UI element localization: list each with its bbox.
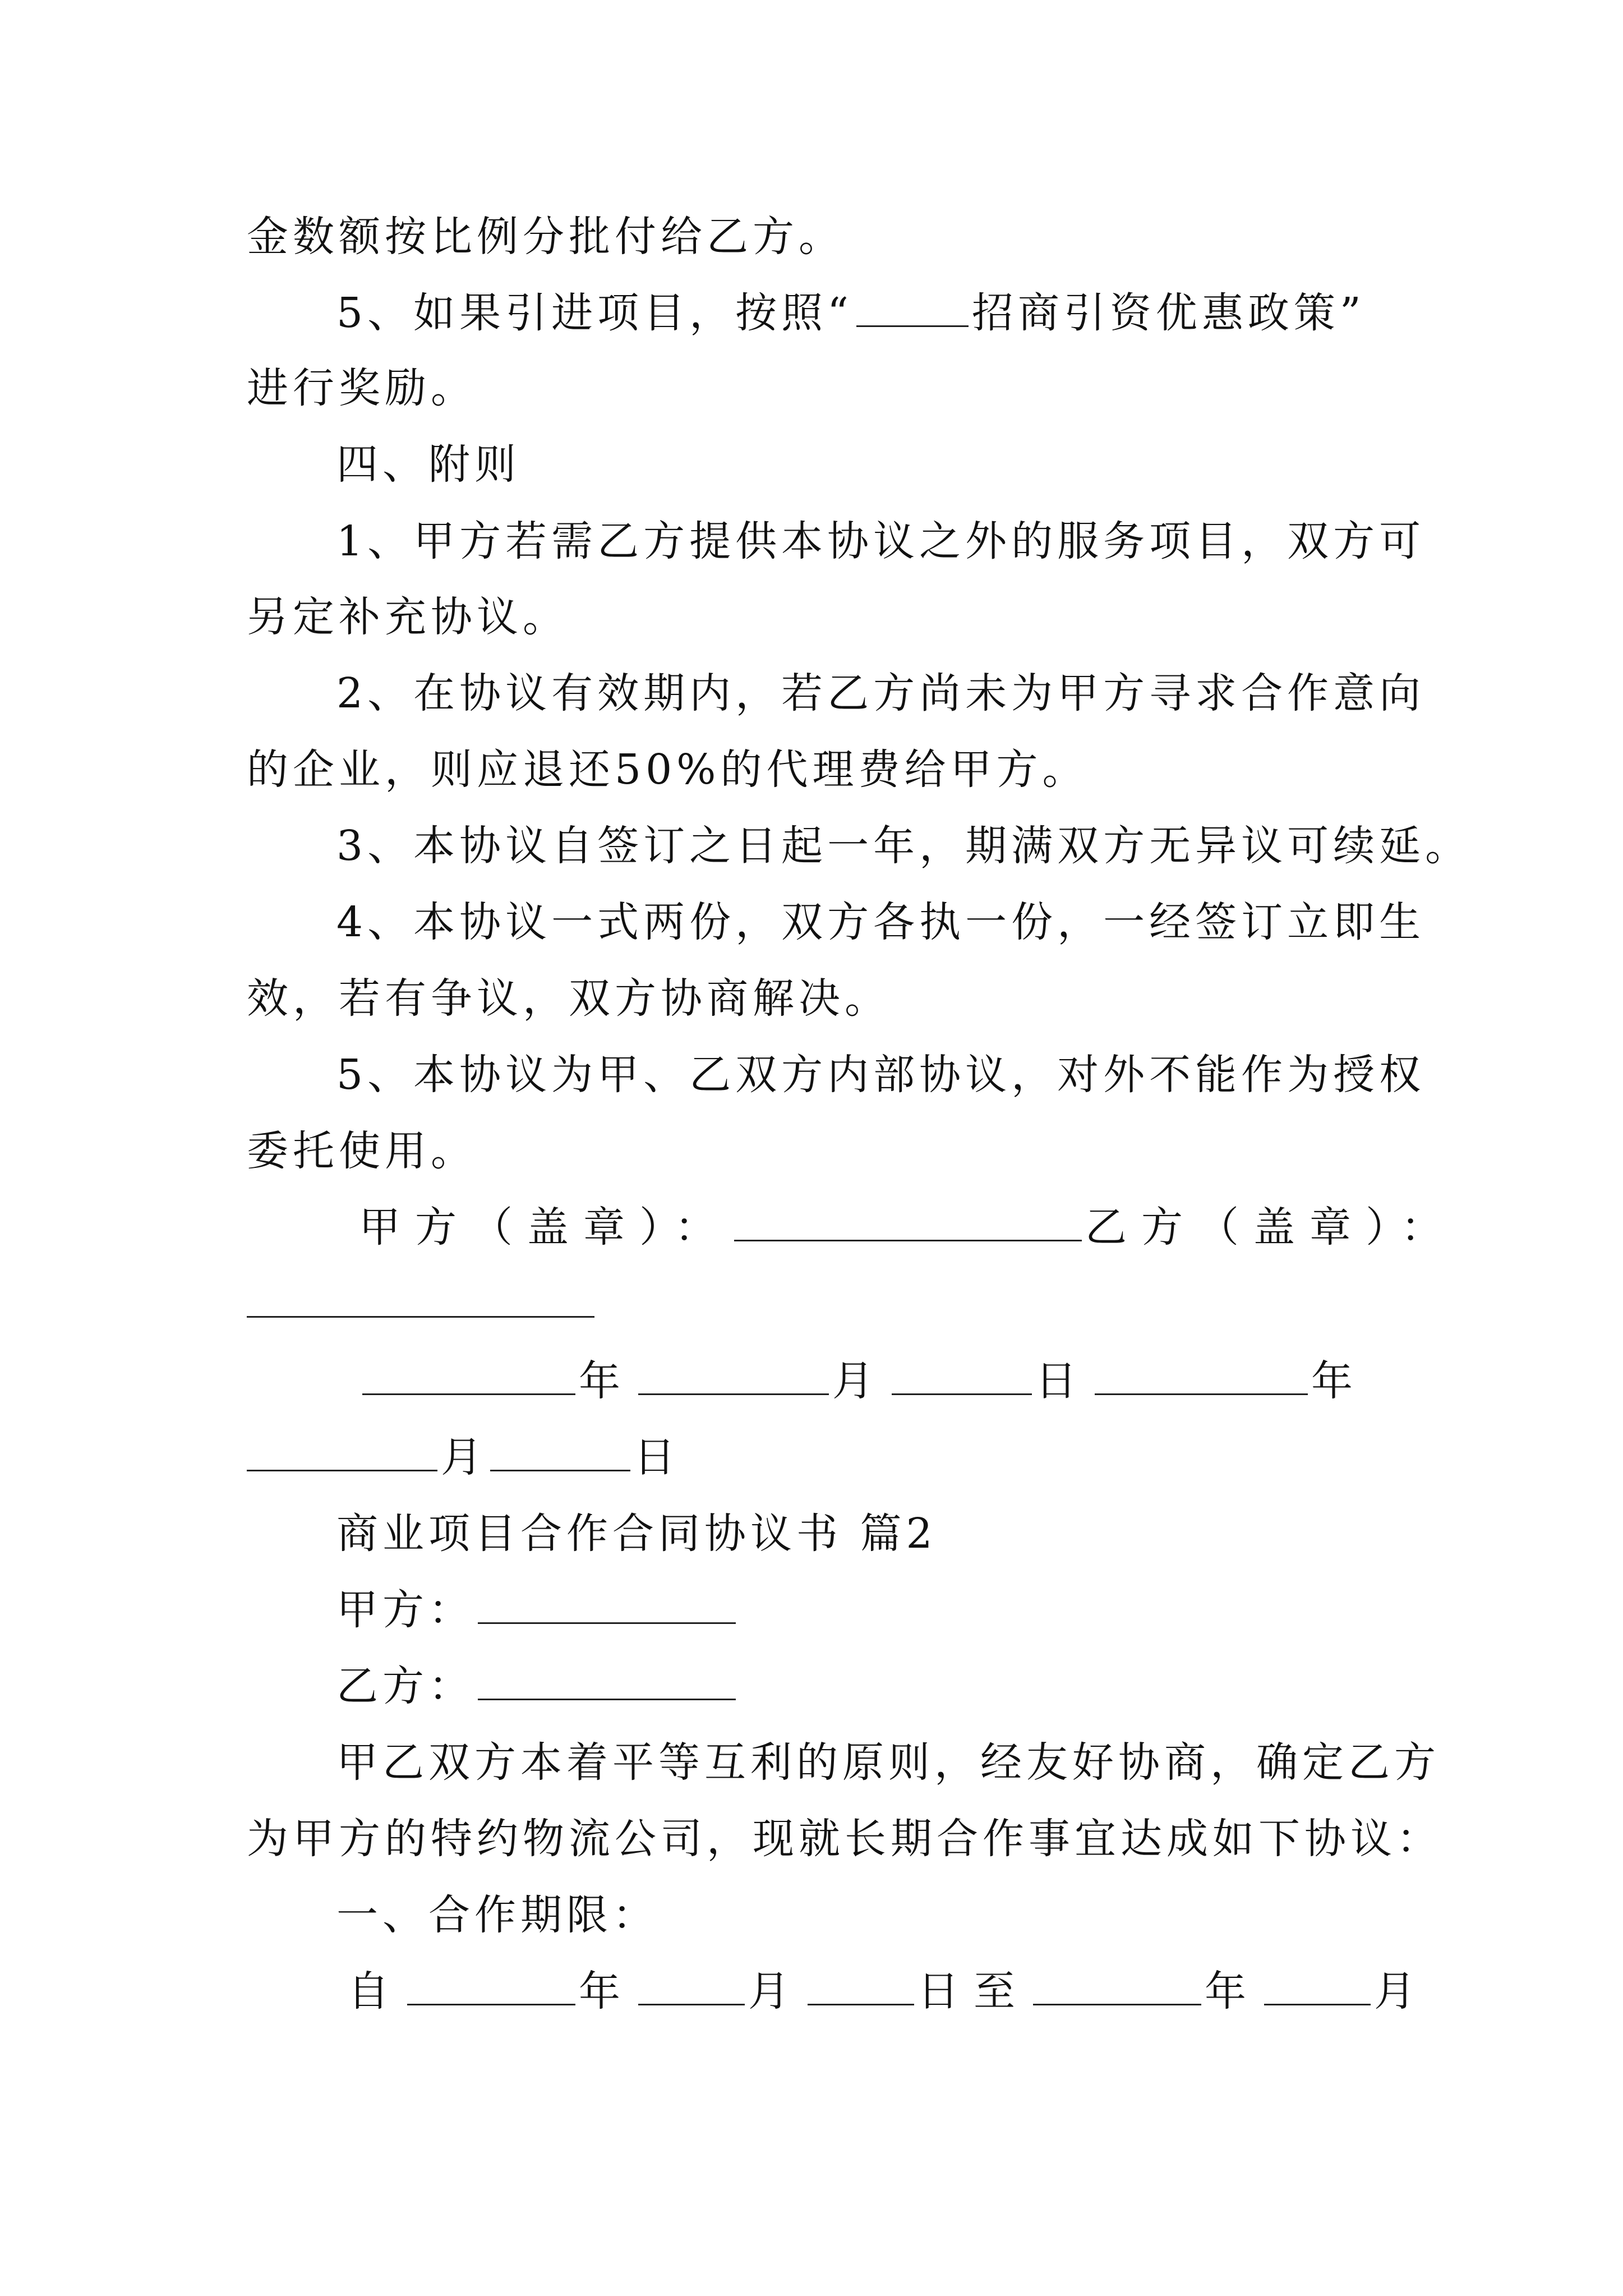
start-day-blank	[808, 1969, 914, 2005]
year-label: 年	[1311, 1357, 1367, 1405]
text-line: 5、本协议为甲、乙双方内部协议，对外不能作为授权	[336, 1051, 1426, 1099]
signature-line	[359, 1199, 1457, 1255]
month-label: 月	[832, 1357, 888, 1405]
party-a-line	[336, 1582, 739, 1638]
year-blank	[1095, 1359, 1308, 1395]
party-b-seal-label: 乙方（盖章）：	[1085, 1203, 1457, 1251]
month-blank	[247, 1435, 437, 1471]
period-line	[348, 1963, 1430, 2019]
party-b-blank	[478, 1664, 736, 1700]
party-a-blank	[478, 1588, 736, 1624]
day-blank	[892, 1359, 1032, 1395]
text-line: 效，若有争议，双方协商解决。	[247, 974, 891, 1023]
date-line	[359, 1353, 1367, 1409]
text-line: 4、本协议一式两份，双方各执一份，一经签订立即生	[336, 898, 1426, 946]
text-line: 3、本协议自签订之日起一年，期满双方无异议可续延。	[336, 822, 1472, 870]
month-label: 月	[1374, 1967, 1430, 2016]
text-line: 为甲方的特约物流公司，现就长期合作事宜达成如下协议：	[247, 1815, 1442, 1863]
party-b-seal-blank	[247, 1281, 594, 1318]
year-label: 年	[579, 1967, 635, 2016]
text-line: 2、在协议有效期内，若乙方尚未为甲方寻求合作意向	[336, 669, 1426, 717]
start-month-blank	[638, 1969, 745, 2005]
month-blank	[638, 1359, 829, 1395]
party-b-label: 乙方：	[336, 1662, 474, 1710]
party-a-seal-label: 甲方（盖章）：	[359, 1203, 731, 1251]
end-year-blank	[1033, 1969, 1201, 2005]
text-line: 甲乙双方本着平等互利的原则，经友好协商，确定乙方	[336, 1738, 1440, 1787]
text-line: 的企业，则应退还50%的代理费给甲方。	[247, 746, 1089, 794]
start-year-blank	[407, 1969, 575, 2005]
month-label: 月	[441, 1433, 487, 1481]
year-blank	[362, 1359, 575, 1395]
text-segment: 招商引资优惠政策”	[971, 289, 1366, 337]
text-line: 另定补充协议。	[247, 593, 569, 641]
text-segment: 5、如果引进项目，按照“	[336, 289, 853, 337]
party-a-seal-blank	[734, 1205, 1082, 1241]
date-line	[247, 1429, 680, 1485]
signature-blank-line	[247, 1276, 598, 1332]
day-to-label: 日至	[917, 1967, 1030, 2016]
party-b-line	[336, 1658, 739, 1714]
section-heading: 四、附则	[336, 440, 520, 489]
year-label: 年	[579, 1357, 635, 1405]
text-line	[336, 285, 1366, 341]
day-label: 日	[634, 1433, 680, 1481]
text-line: 1、甲方若需乙方提供本协议之外的服务项目，双方可	[336, 517, 1426, 565]
text-line: 委托使用。	[247, 1127, 477, 1175]
day-blank	[490, 1435, 630, 1471]
day-label: 日	[1035, 1357, 1091, 1405]
text-line: 金数额按比例分批付给乙方。	[247, 213, 845, 261]
end-month-blank	[1264, 1969, 1371, 2005]
text-line: 进行奖励。	[247, 364, 477, 412]
section-heading: 一、合作期限：	[336, 1891, 658, 1939]
article-title: 商业项目合作合同协议书 篇2	[336, 1510, 937, 1558]
month-label: 月	[748, 1967, 804, 2016]
blank-line	[856, 291, 969, 327]
party-a-label: 甲方：	[336, 1586, 474, 1634]
year-label: 年	[1205, 1967, 1261, 2016]
from-label: 自	[348, 1967, 404, 2016]
